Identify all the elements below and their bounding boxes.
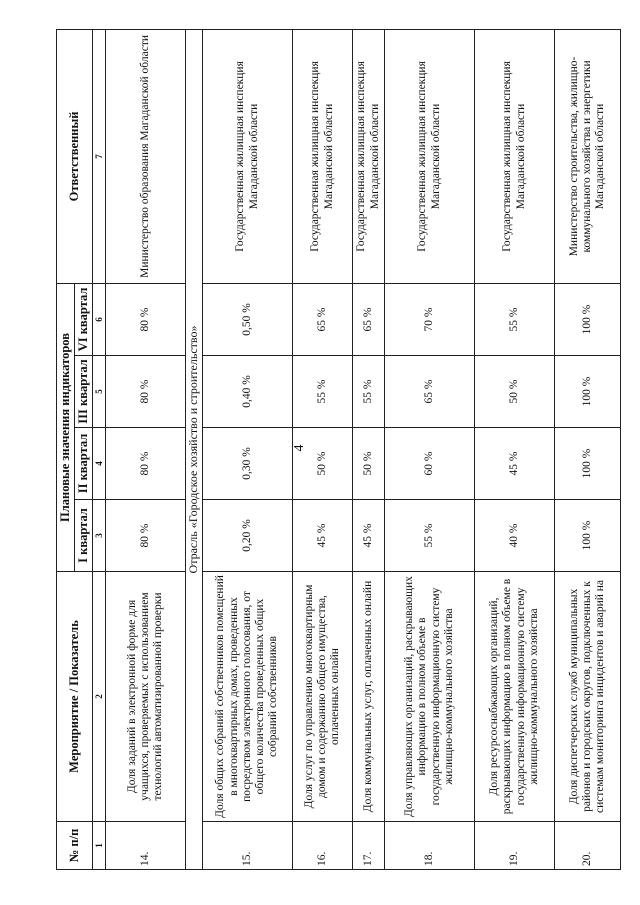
column-number: 7: [93, 29, 106, 283]
q2-cell: 50 %: [353, 428, 385, 500]
q1-cell: 80 %: [106, 500, 186, 572]
responsible-cell: Государственная жилищная инспекция Магаданской области: [293, 29, 353, 283]
responsible-cell: Министерство образования Магаданской области: [106, 29, 186, 283]
header-measure: Мероприятие / Показатель: [57, 572, 93, 822]
q4-cell: 65 %: [353, 283, 385, 355]
responsible-cell: Государственная жилищная инспекция Магаданской области: [203, 29, 293, 283]
measure-cell: Доля управляющих организаций, раскрывающих информацию в полном объеме в государственную информационную систему жилищно-коммунального хозяйства: [385, 572, 475, 822]
column-number: 5: [93, 356, 106, 428]
table-row: [353, 29, 385, 869]
q1-cell: 40 %: [475, 500, 555, 572]
table-row: [385, 29, 475, 869]
q3-cell: 100 %: [555, 356, 621, 428]
measure-cell: Доля общих собраний собственников помещений в многоквартирных домах, проведенных посредством электронного голосования, от общего количества проведенных общих собраний собственников: [203, 572, 293, 822]
q1-cell: 100 %: [555, 500, 621, 572]
q4-cell: 65 %: [293, 283, 353, 355]
q2-cell: 45 %: [475, 428, 555, 500]
q4-cell: 0,50 %: [203, 283, 293, 355]
header-q3: III квартал: [75, 356, 93, 428]
row-number: 20.: [555, 822, 621, 870]
table-row: [293, 29, 353, 869]
sector-title: Отрасль «Городское хозяйство и строительство»: [186, 29, 203, 869]
column-number: 6: [93, 283, 106, 355]
q3-cell: 65 %: [385, 356, 475, 428]
q4-cell: 55 %: [475, 283, 555, 355]
header-q2: II квартал: [75, 428, 93, 500]
column-number: 1: [93, 822, 106, 870]
q1-cell: 45 %: [353, 500, 385, 572]
table-row: [106, 29, 186, 869]
header-num: № п/п: [57, 822, 93, 870]
row-number: 16.: [293, 822, 353, 870]
q1-cell: 55 %: [385, 500, 475, 572]
column-number: 4: [93, 428, 106, 500]
q1-cell: 0,20 %: [203, 500, 293, 572]
q3-cell: 55 %: [293, 356, 353, 428]
row-number: 14.: [106, 822, 186, 870]
rotated-table-wrapper: [56, 30, 607, 870]
measure-cell: Доля диспетчерских служб муниципальных районов и городских округов, подключенных к системам мониторинга инцидентов и аварий на: [555, 572, 621, 822]
q1-cell: 45 %: [293, 500, 353, 572]
measure-cell: Доля заданий в электронной форме для учащихся, проверяемых с использованием технологий автоматизированной проверки: [106, 572, 186, 822]
table-row: [555, 29, 621, 869]
row-number: 17.: [353, 822, 385, 870]
row-number: 18.: [385, 822, 475, 870]
q3-cell: 0,40 %: [203, 356, 293, 428]
q2-cell: 80 %: [106, 428, 186, 500]
responsible-cell: Государственная жилищная инспекция Магаданской области: [475, 29, 555, 283]
responsible-cell: Государственная жилищная инспекция Магаданской области: [385, 29, 475, 283]
header-q4: VI квартал: [75, 283, 93, 355]
q3-cell: 55 %: [353, 356, 385, 428]
q3-cell: 50 %: [475, 356, 555, 428]
measure-cell: Доля услуг по управлению многоквартирным домом и содержанию общего имущества, оплаченных онлайн: [293, 572, 353, 822]
indicators-table: [56, 29, 621, 870]
responsible-cell: Министерство строительства, жилищно-коммунального хозяйства и энергетики Магаданской области: [555, 29, 621, 283]
column-number: 2: [93, 572, 106, 822]
header-q1: I квартал: [75, 500, 93, 572]
sector-row: [186, 29, 203, 869]
measure-cell: Доля коммунальных услуг, оплаченных онлайн: [353, 572, 385, 822]
header-planned: Плановые значения индикаторов: [57, 283, 75, 571]
q2-cell: 100 %: [555, 428, 621, 500]
q4-cell: 80 %: [106, 283, 186, 355]
column-number: 3: [93, 500, 106, 572]
table-row: [475, 29, 555, 869]
table-row: [203, 29, 293, 869]
column-number-row: [93, 29, 106, 869]
header-responsible: Ответственный: [57, 29, 93, 283]
responsible-cell: Государственная жилищная инспекция Магаданской области: [353, 29, 385, 283]
row-number: 15.: [203, 822, 293, 870]
q4-cell: 70 %: [385, 283, 475, 355]
q2-cell: 0,30 %: [203, 428, 293, 500]
q2-cell: 60 %: [385, 428, 475, 500]
page-number: 4: [292, 444, 307, 452]
row-number: 19.: [475, 822, 555, 870]
q4-cell: 100 %: [555, 283, 621, 355]
measure-cell: Доля ресурсоснабжающих организаций, раскрывающих информацию в полном объеме в государственную информационную систему жилищно-коммунального хозяйства: [475, 572, 555, 822]
q3-cell: 80 %: [106, 356, 186, 428]
q2-cell: 50 %: [293, 428, 353, 500]
